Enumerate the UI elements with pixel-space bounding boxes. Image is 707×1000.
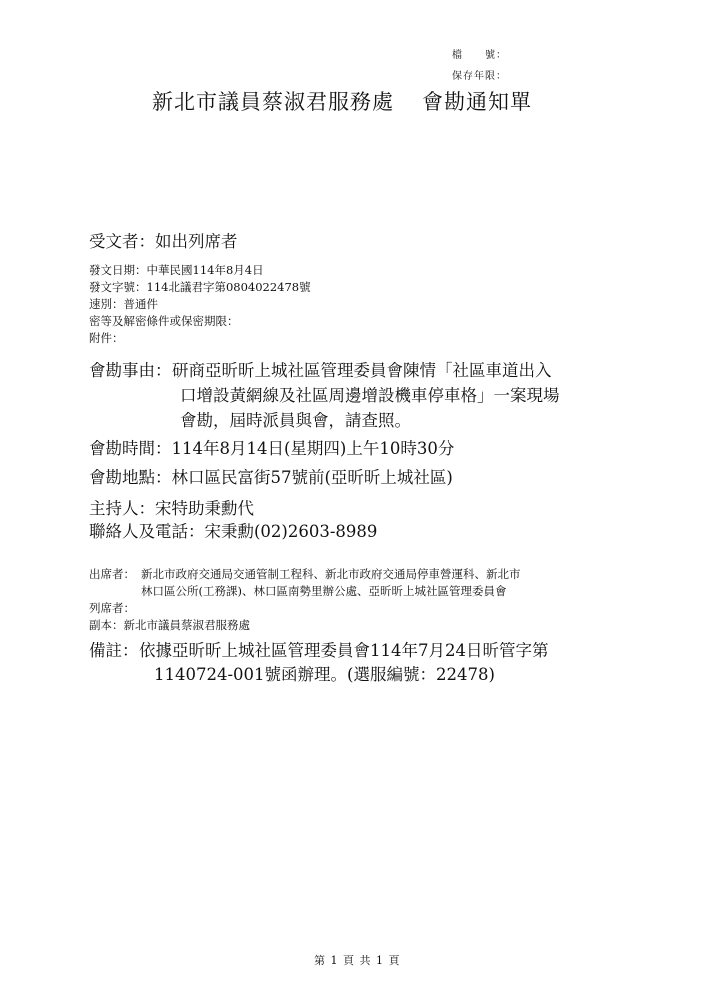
attachment: 附件： bbox=[89, 331, 124, 345]
attendees-line-1: 新北市政府交通局交通管制工程科、新北市政府交通局停車營運科、新北市 bbox=[141, 567, 521, 581]
secrecy-level: 密等及解密條件或保密期限： bbox=[89, 314, 239, 328]
page-title bbox=[152, 86, 532, 116]
subject-line-2: 口增設黃網線及社區周邊增設機車停車格」一案現場 bbox=[180, 386, 560, 405]
copy-to: 副本：新北市議員蔡淑君服務處 bbox=[89, 618, 250, 632]
remark-label: 備註： bbox=[89, 641, 139, 660]
recipient: 受文者：如出列席者 bbox=[89, 232, 238, 251]
contact: 聯絡人及電話：宋秉勳(02)2603-8989 bbox=[89, 522, 378, 541]
inspection-time: 會勘時間：114年8月14日(星期四)上午10時30分 bbox=[89, 439, 455, 458]
attendees-line-2: 林口區公所(工務課)、林口區南勢里辦公處、亞昕昕上城社區管理委員會 bbox=[141, 584, 507, 598]
subject-label: 會勘事由： bbox=[89, 361, 172, 380]
remark-line-1: 依據亞昕昕上城社區管理委員會114年7月24日昕管字第 bbox=[139, 641, 549, 660]
office-name: 新北市議員蔡淑君服務處 bbox=[152, 90, 394, 114]
remark-line-2: 1140724-001號函辦理。(選服編號：22478) bbox=[154, 665, 495, 684]
issue-date: 發文日期：中華民國114年8月4日 bbox=[89, 263, 264, 277]
document-number: 發文字號：114北議君字第0804022478號 bbox=[89, 280, 311, 294]
file-number-label: 檔 號： bbox=[452, 50, 507, 61]
inspection-place: 會勘地點：林口區民富街57號前(亞昕昕上城社區) bbox=[89, 468, 453, 487]
subject-line-1: 研商亞昕昕上城社區管理委員會陳情「社區車道出入 bbox=[172, 361, 552, 380]
attendees-label: 出席者： bbox=[89, 567, 135, 581]
notice-type: 會勘通知單 bbox=[422, 90, 532, 114]
observers: 列席者： bbox=[89, 601, 135, 615]
page-footer: 第 1 頁 共 1 頁 bbox=[314, 954, 401, 967]
retention-period-label: 保存年限： bbox=[452, 71, 507, 82]
delivery-speed: 速別：普通件 bbox=[89, 297, 158, 311]
subject-line-3: 會勘，屆時派員與會，請查照。 bbox=[180, 411, 411, 430]
host: 主持人：宋特助秉勳代 bbox=[89, 499, 254, 518]
